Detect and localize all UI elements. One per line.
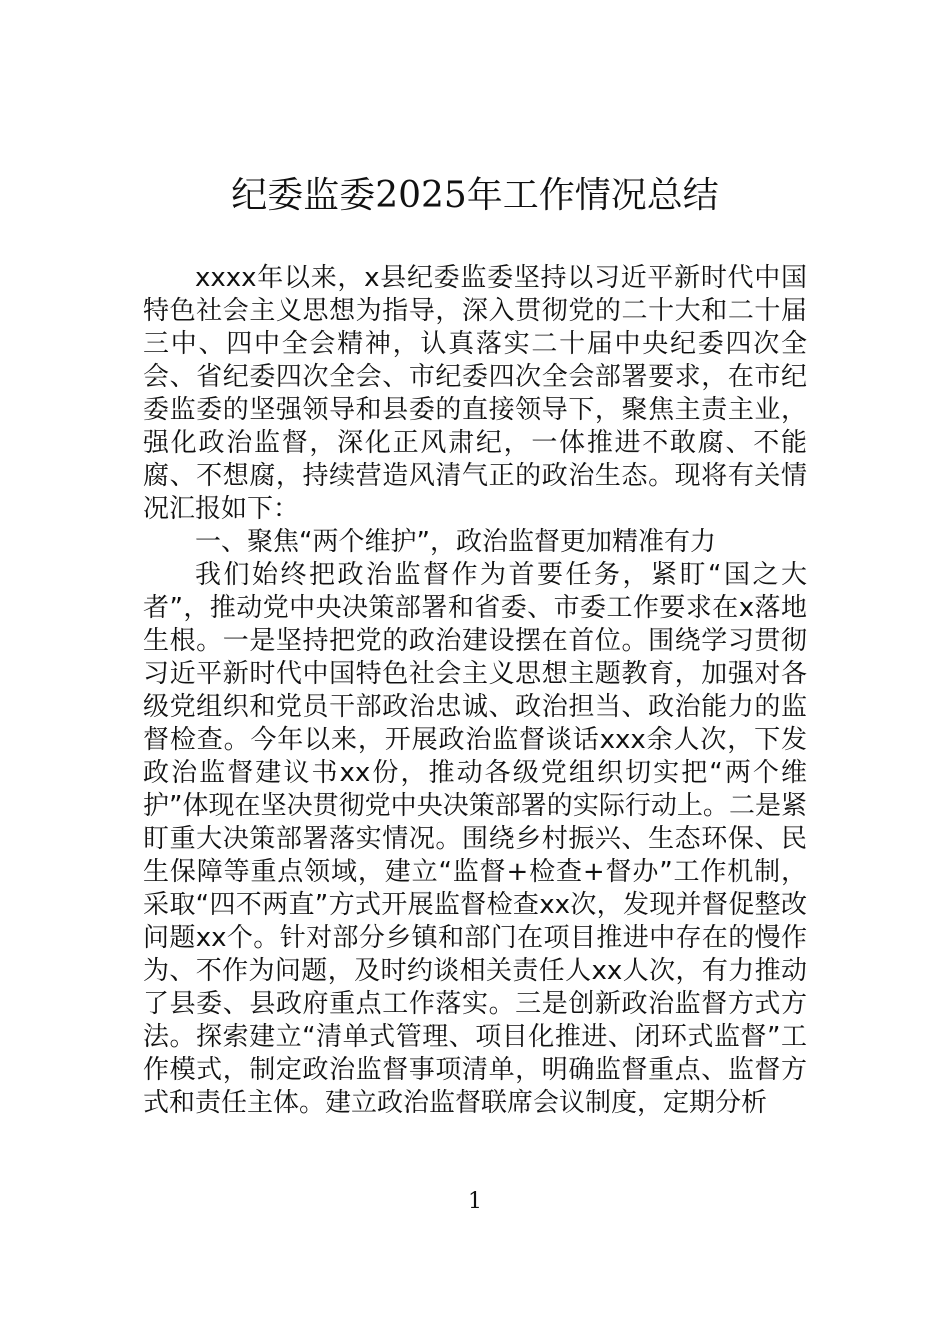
document-title: 纪委监委2025年工作情况总结 (231, 175, 719, 216)
section-heading: 一、聚焦“两个维护”，政治监督更加精准有力 (195, 527, 716, 557)
document-body (143, 262, 807, 1120)
page-number: 1 (468, 1189, 482, 1214)
section-paragraph: 我们始终把政治监督作为首要任务，紧盯“国之大者”，推动党中央决策部署和省委、市委工作要求在x落地生根。一是坚持把党的政治建设摆在首位。围绕学习贯彻习近平新时代中国特色社会主义思想主题教育，加强对各级党组织和党员干部政治忠诚、政治担当、政治能力的监督检查。今年以来，开展政治监督谈话xxx余人次，下发政治监督建议书xx份，推动各级党组织切实把“两个维护”体现在坚决贯彻党中央决策部署的实际行动上。二是紧盯重大决策部署落实情况。围绕乡村振兴、生态环保、民生保障等重点领域，建立“监督+检查+督办”工作机制，采取“四不两直”方式开展监督检查xx次，发现并督促整改问题xx个。针对部分乡镇和部门在项目推进中存在的慢作为、不作为问题，及时约谈相关责任人xx人次，有力推动了县委、县政府重点工作落实。三是创新政治监督方式方法。探索建立“清单式管理、项目化推进、闭环式监督”工作模式，制定政治监督事项清单，明确监督重点、监督方式和责任主体。建立政治监督联席会议制度，定期分析 (143, 560, 807, 1118)
intro-paragraph: xxxx年以来，x县纪委监委坚持以习近平新时代中国特色社会主义思想为指导，深入贯彻党的二十大和二十届三中、四中全会精神，认真落实二十届中央纪委四次全会、省纪委四次全会、市纪委四次全会部署要求，在市纪委监委的坚强领导和县委的直接领导下，聚焦主责主业，强化政治监督，深化正风肃纪，一体推进不敢腐、不能腐、不想腐，持续营造风清气正的政治生态。现将有关情况汇报如下： (143, 263, 807, 524)
